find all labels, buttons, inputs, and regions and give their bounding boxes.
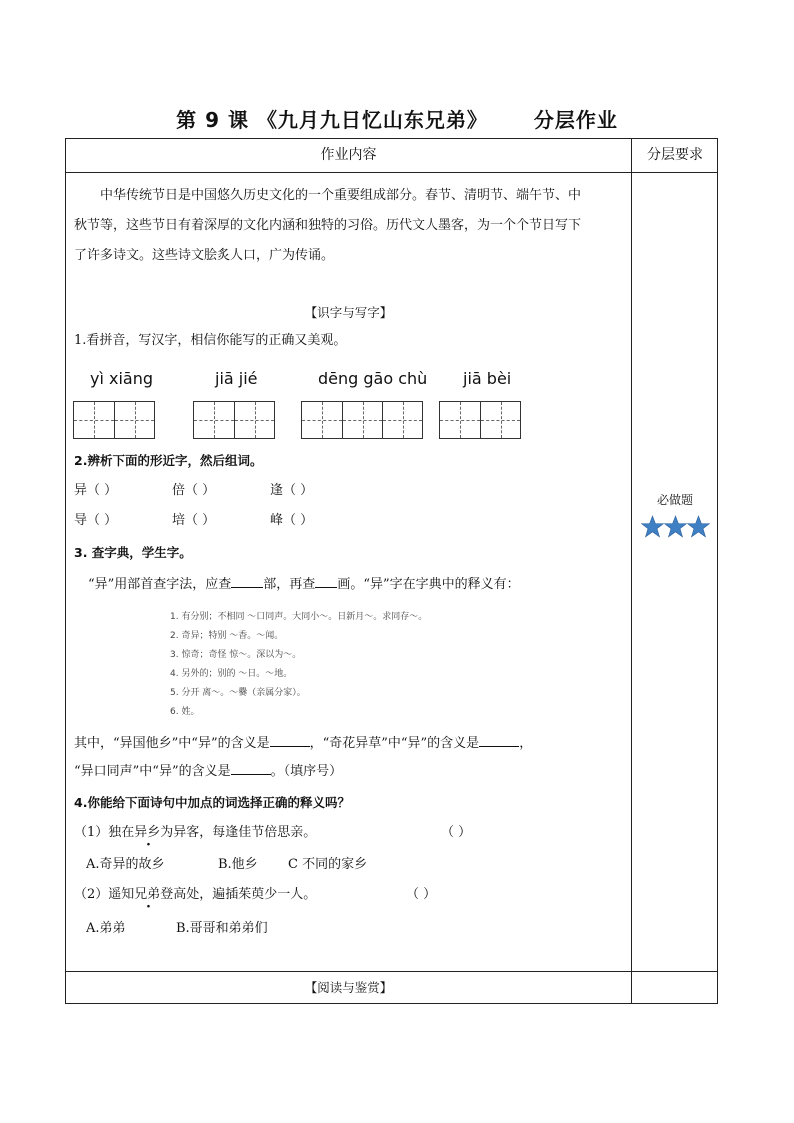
difficulty-stars: [632, 515, 718, 542]
pinyin-3: dēng gāo chù: [318, 369, 428, 388]
answer-paren[interactable]: （ ）: [406, 887, 437, 902]
pinyin-2: jiā jié: [215, 369, 258, 388]
definition-item: 4. 另外的；别的 ～日。～地。: [170, 669, 293, 679]
option: B.哥哥和弟弟们: [176, 921, 268, 936]
answer-blank[interactable]: [270, 735, 310, 747]
pinyin-4: jiā bèi: [463, 369, 512, 388]
option: B.他乡: [218, 857, 258, 872]
pinyin-1: yì xiāng: [90, 369, 154, 388]
question-1: 1.看拼音，写汉字，相信你能写的正确又美观。: [74, 333, 347, 348]
answer-blank[interactable]: [231, 763, 271, 775]
answer-blank[interactable]: [315, 576, 337, 588]
answer-blank[interactable]: [479, 735, 519, 747]
option: A.弟弟: [86, 921, 126, 936]
requirement-column-header: 分层要求: [647, 147, 703, 163]
char-pair: 培（ ）: [172, 513, 216, 528]
dictionary-prompt: “异”用部首查字法，应查 部，再查 画。“异”字在字典中的释义有：: [88, 577, 520, 592]
star-icon: [687, 515, 710, 538]
poem-line-2: （2）遥知兄弟登高处，遍插茱萸少一人。: [74, 887, 317, 902]
section-heading-literacy: 【识字与写字】: [304, 305, 393, 320]
star-icon: [641, 515, 664, 538]
char-pair: 倍（ ）: [172, 483, 216, 498]
answer-paren[interactable]: （ ）: [441, 825, 472, 840]
question-3: 3. 查字典，学生字。: [74, 545, 192, 560]
page-title: [0, 104, 794, 133]
dotted-word: 兄弟: [134, 887, 161, 902]
lesson-number: 第 9 课: [176, 108, 249, 132]
option: C 不同的家乡: [288, 857, 368, 872]
poem-title: 《九月九日忆山东兄弟》: [256, 108, 488, 132]
meaning-question: 其中，“异国他乡”中“异”的含义是 ，“奇花异草”中“异”的含义是 ，: [74, 736, 533, 751]
option: A.奇异的故乡: [86, 857, 165, 872]
question-4: 4.你能给下面诗句中加点的词选择正确的释义吗？: [74, 795, 350, 810]
requirement-label: 必做题: [656, 493, 693, 507]
question-2: 2.辨析下面的形近字，然后组词。: [74, 453, 263, 468]
content-column-header: 作业内容: [320, 147, 377, 163]
char-pair: 异（ ）: [74, 483, 118, 498]
definition-item: 6. 姓。: [170, 707, 200, 717]
writing-grid[interactable]: [193, 401, 275, 439]
poem-line-1: （1）独在异乡为异客，每逢佳节倍思亲。: [74, 825, 317, 840]
writing-grid[interactable]: [73, 401, 155, 439]
definition-item: 2. 奇异；特别 ～香。～闻。: [170, 631, 284, 641]
meaning-question-cont: “异口同声”中“异”的含义是 。（填序号）: [74, 764, 343, 779]
homework-tag: 分层作业: [533, 108, 618, 132]
intro-paragraph: [74, 181, 627, 271]
char-pair: 峰（ ）: [270, 513, 314, 528]
definition-item: 3. 惊奇；奇怪 惊～。深以为～。: [170, 650, 302, 660]
char-pair: 逢（ ）: [270, 483, 314, 498]
section-heading-reading: 【阅读与鉴赏】: [304, 980, 393, 995]
answer-blank[interactable]: [231, 576, 263, 588]
definition-item: 1. 有分别；不相同 ～口同声。大同小～。日新月～。求同存～。: [170, 612, 428, 622]
intro-line: 秋节等，这些节日有着深厚的文化内涵和独特的习俗。历代文人墨客，为一个个节日写下: [74, 218, 582, 233]
star-icon: [664, 515, 687, 538]
dotted-word: 异乡: [134, 825, 161, 840]
writing-grid[interactable]: [301, 401, 423, 439]
homework-content: [66, 173, 631, 970]
homework-table: [65, 138, 718, 1004]
char-pair: 导（ ）: [74, 513, 118, 528]
writing-grid[interactable]: [439, 401, 521, 439]
intro-line: 了许多诗文。这些诗文脍炙人口，广为传诵。: [74, 248, 335, 263]
definition-item: 5. 分开 离～。～爨（亲属分家）。: [170, 688, 306, 698]
intro-line: 中华传统节日是中国悠久历史文化的一个重要组成部分。春节、清明节、端午节、中: [100, 188, 582, 203]
